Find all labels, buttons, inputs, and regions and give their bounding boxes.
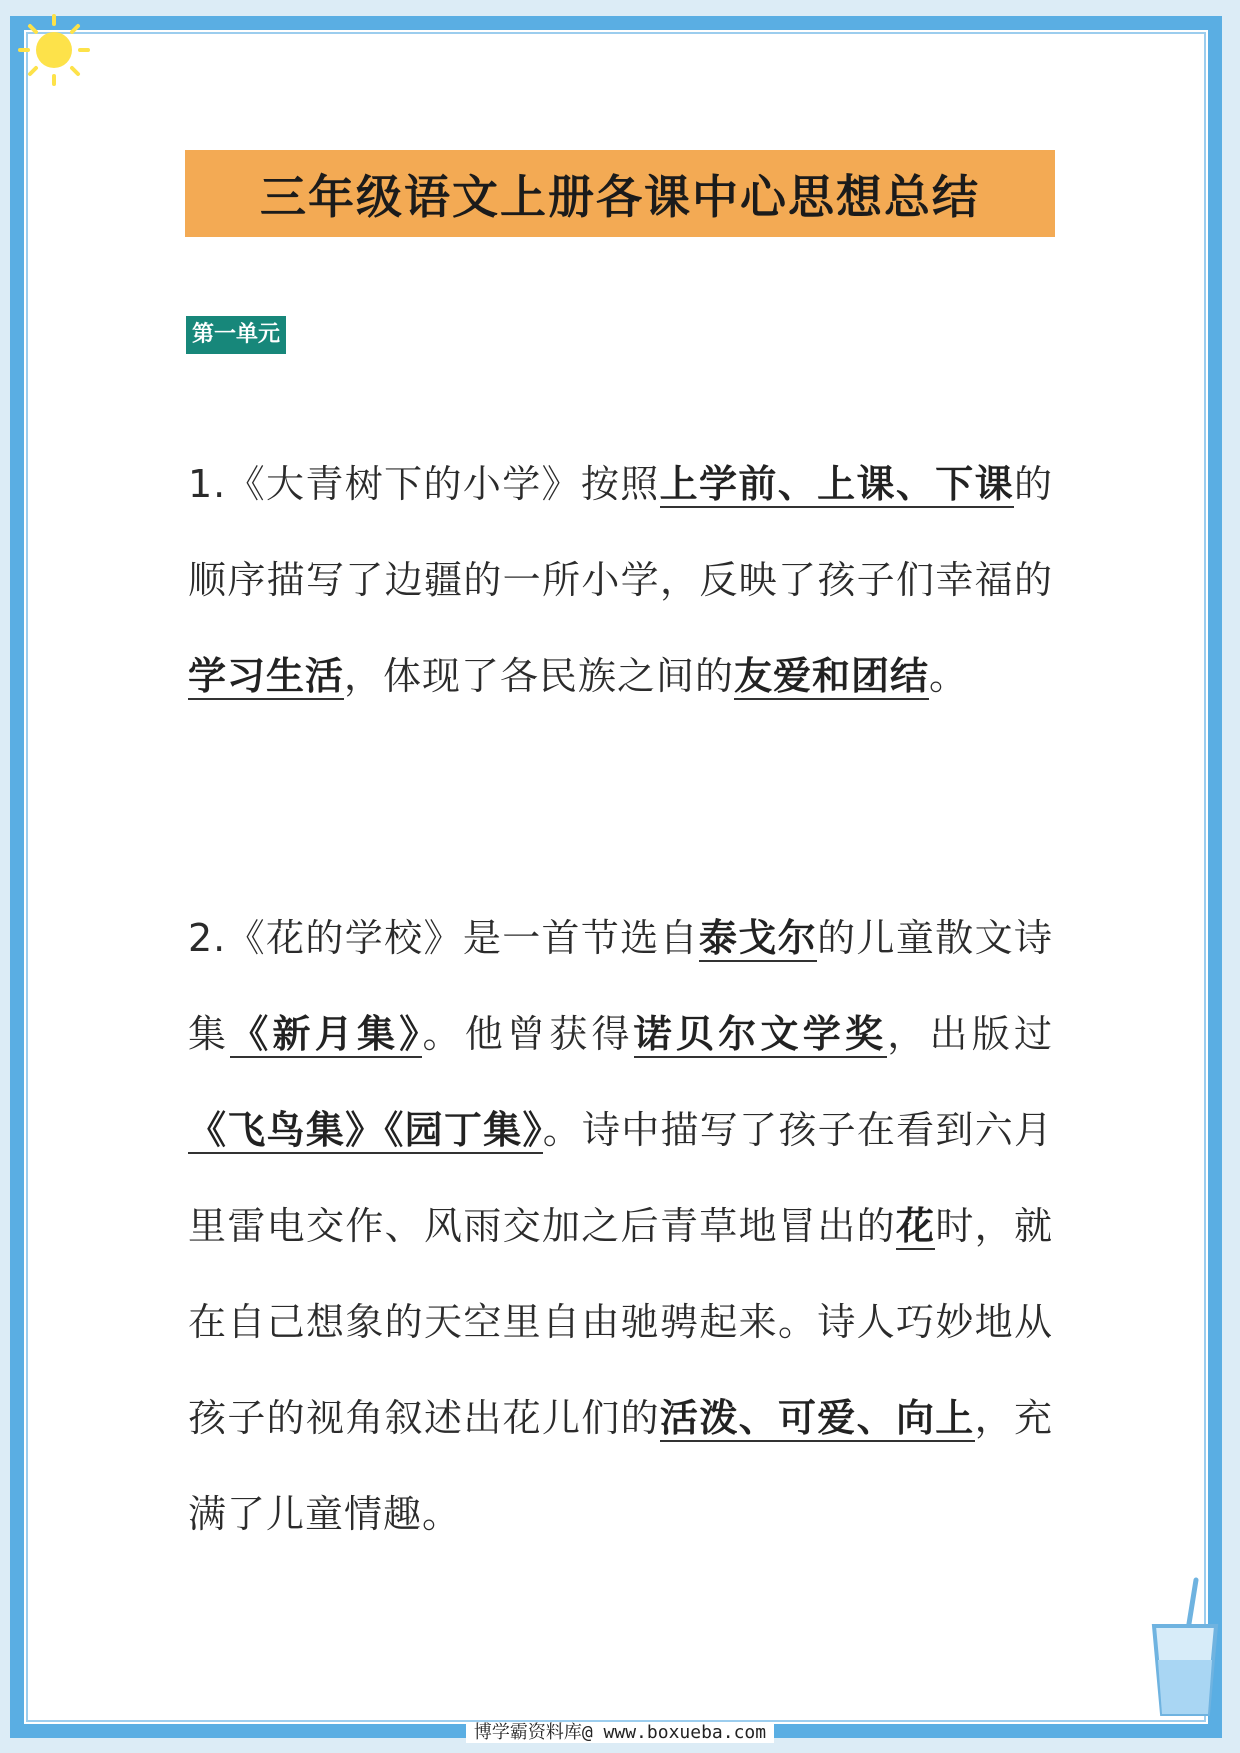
unit-tag: 第一单元 bbox=[186, 316, 286, 354]
paragraph-text: 。诗中描写了孩子在看到六月里雷电交作、风雨交加之后青草地冒出的 bbox=[188, 1108, 1053, 1248]
highlighted-phrase: 友爱和团结 bbox=[734, 654, 930, 698]
paragraph-text: 。他曾获得 bbox=[422, 1012, 634, 1056]
highlighted-phrase: 花 bbox=[895, 1204, 936, 1248]
highlighted-phrase: 学习生活 bbox=[188, 654, 345, 698]
page-title: 三年级语文上册各课中心思想总结 bbox=[260, 169, 980, 224]
highlighted-phrase: 《新月集》 bbox=[230, 1012, 423, 1056]
highlighted-phrase: 泰戈尔 bbox=[699, 916, 818, 960]
footer-text: 博学霸资料库@ www.boxueba.com bbox=[466, 1722, 774, 1743]
paragraph-text: 的顺序描写了边疆的一所小学，反映了孩子们幸福的 bbox=[188, 462, 1053, 602]
paragraph-text: 2.《花的学校》是一首节选自 bbox=[188, 916, 700, 960]
highlighted-phrase: 上学前、上课、下课 bbox=[659, 462, 1014, 506]
paragraph-text: 1.《大青树下的小学》按照 bbox=[188, 462, 660, 506]
paragraph-text: ，体现了各民族之间的 bbox=[344, 654, 735, 698]
highlighted-phrase: 诺贝尔文学奖 bbox=[633, 1012, 888, 1056]
paragraph-text: 时，就在自己想象的天空里自由驰骋起来。诗人巧妙地从孩子的视角叙述出花儿们的 bbox=[188, 1204, 1053, 1440]
paragraph-text: 。 bbox=[929, 654, 969, 698]
lesson-paragraph-1 bbox=[188, 436, 1053, 724]
paragraph-text: 的儿童散文诗集 bbox=[188, 916, 1053, 1056]
sun-icon bbox=[14, 10, 94, 90]
footer-watermark bbox=[0, 1718, 1240, 1744]
highlighted-phrase: 《飞鸟集》《园丁集》 bbox=[188, 1108, 543, 1152]
highlighted-phrase: 活泼、可爱、向上 bbox=[659, 1396, 975, 1440]
paragraph-text: ，出版过 bbox=[887, 1012, 1053, 1056]
paragraph-text: ，充满了儿童情趣。 bbox=[188, 1396, 1053, 1536]
lesson-paragraph-2 bbox=[188, 890, 1053, 1562]
title-banner bbox=[185, 150, 1055, 237]
drink-cup-icon bbox=[1140, 1570, 1230, 1720]
